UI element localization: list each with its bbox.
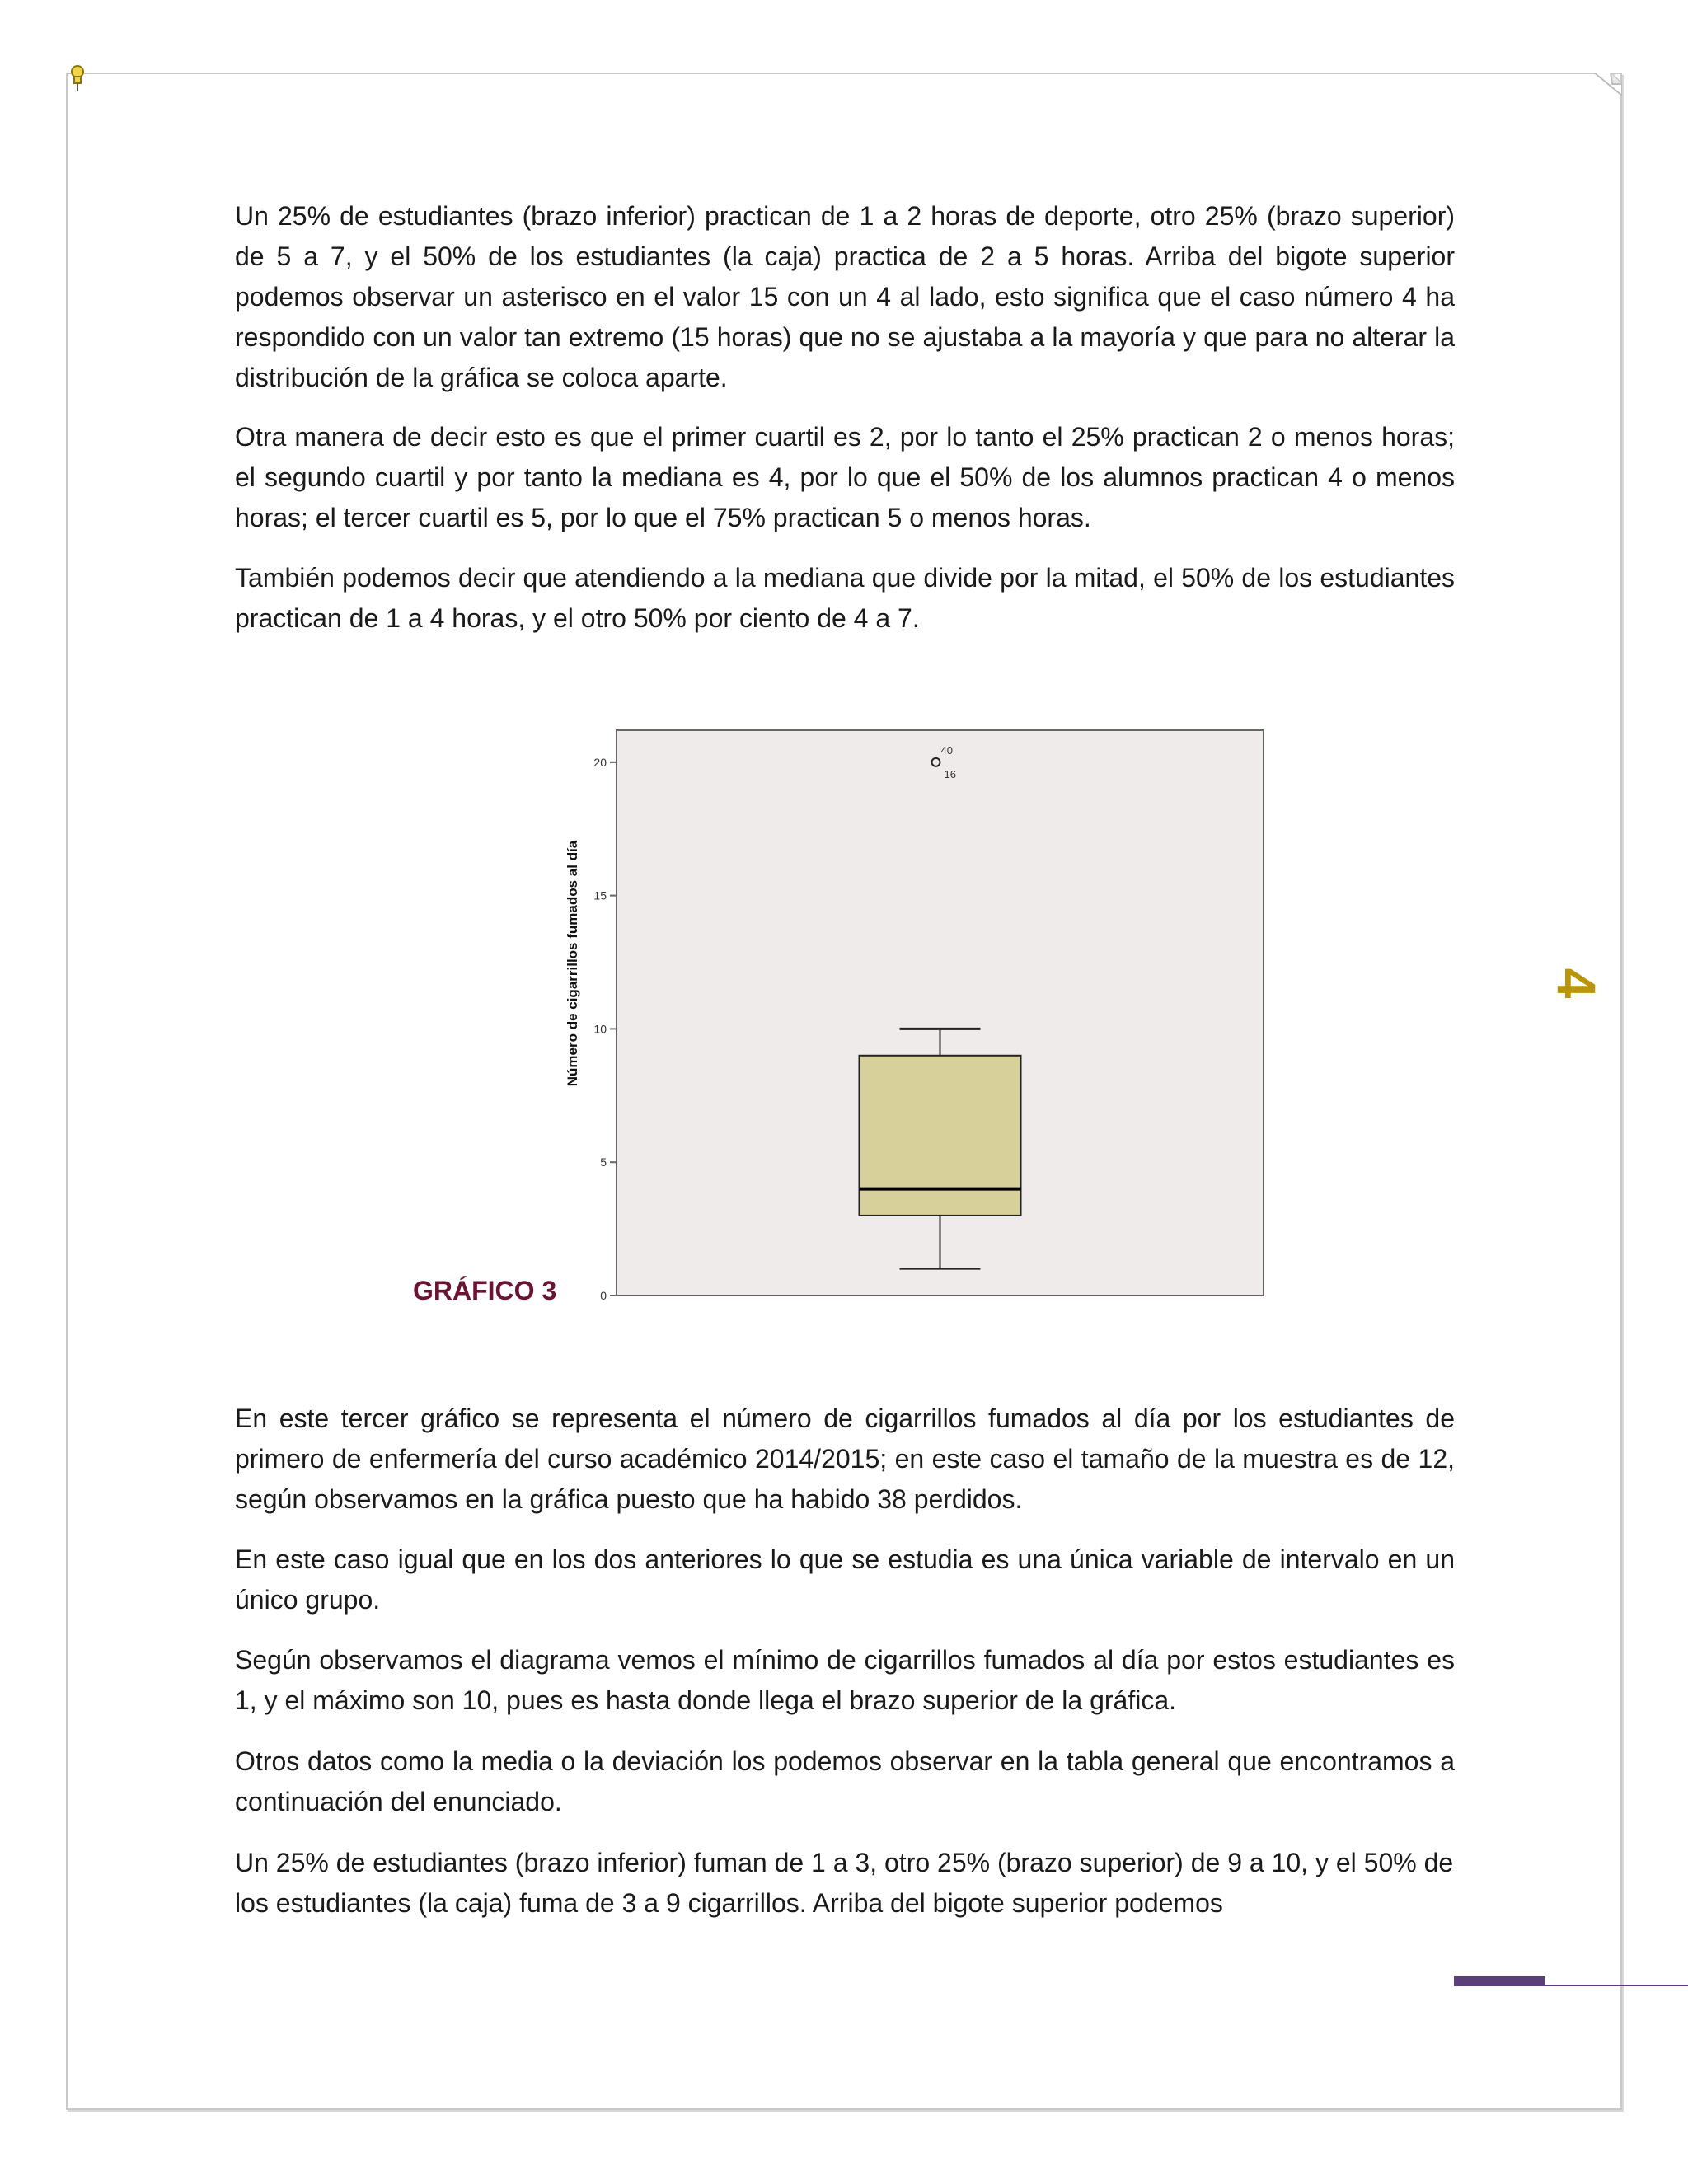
- y-tick-label: 20: [593, 755, 607, 769]
- y-tick-label: 5: [600, 1155, 607, 1169]
- boxplot-chart: [536, 717, 1278, 1310]
- y-tick-label: 15: [593, 888, 607, 902]
- y-tick-label: 10: [593, 1022, 607, 1036]
- footer-bar-line: [1545, 1985, 1688, 1986]
- iqr-box: [860, 1056, 1021, 1216]
- page-fold-corner: [1594, 73, 1622, 96]
- paragraph-bottom-3: Según observamos el diagrama vemos el mínimo de cigarrillos fumados al día por estos estudiantes es 1, y el máximo son 10, pues es hasta donde llega el brazo superior de la gráfica.: [235, 1645, 1455, 1715]
- paragraph-bottom-4: Otros datos como la media o la deviación los podemos observar en la tabla general que encontramos a continuación del enunciado.: [235, 1746, 1455, 1816]
- y-tick-label: 0: [600, 1289, 607, 1302]
- pushpin-icon: [66, 64, 89, 92]
- paragraph-bottom-1: En este tercer gráfico se representa el número de cigarrillos fumados al día por los estudiantes de primero de enfermería del curso académico 2014/2015; en este caso el tamaño de la muestra es de 12, según observamos en la gráfica puesto que ha habido 38 perdidos.: [235, 1404, 1455, 1514]
- paragraph-bottom-5: Un 25% de estudiantes (brazo inferior) fuman de 1 a 3, otro 25% (brazo superior) de 9 a 10, y el 50% de los estudiantes (la caja) fuma de 3 a 9 cigarrillos. Arriba del bigote superior podemos: [235, 1848, 1454, 1918]
- chart-caption: GRÁFICO 3: [413, 1276, 557, 1305]
- paragraph-top-2: Otra manera de decir esto es que el primer cuartil es 2, por lo tanto el 25% practican 2 o menos horas; el segundo cuartil y por tanto la mediana es 4, por lo que el 50% de los alumnos practican 4 o menos horas; el tercer cuartil es 5, por lo que el 75% practican 5 o menos horas.: [235, 422, 1455, 532]
- footer-bar-accent: [1454, 1976, 1545, 1986]
- outlier-label: 16: [944, 767, 956, 780]
- paragraph-bottom-2: En este caso igual que en los dos anteriores lo que se estudia es una única variable de intervalo en un único grupo.: [235, 1544, 1455, 1615]
- paragraph-top-3: También podemos decir que atendiendo a la mediana que divide por la mitad, el 50% de los estudiantes practican de 1 a 4 horas, y el otro 50% por ciento de 4 a 7.: [235, 563, 1455, 633]
- y-axis-label: Número de cigarrillos fumados al día: [565, 840, 580, 1087]
- page-number: 4: [1546, 968, 1607, 999]
- outlier-label: 40: [940, 743, 953, 757]
- paragraph-top-1: Un 25% de estudiantes (brazo inferior) practican de 1 a 2 horas de deporte, otro 25% (brazo superior) de 5 a 7, y el 50% de los estudiantes (la caja) practica de 2 a 5 horas. Arriba del bigote superior podemos observar un asterisco en el valor 15 con un 4 al lado, esto significa que el caso número 4 ha respondido con un valor tan extremo (15 horas) que no se ajustaba a la mayoría y que para no alterar la distribución de la gráfica se coloca aparte.: [235, 201, 1455, 392]
